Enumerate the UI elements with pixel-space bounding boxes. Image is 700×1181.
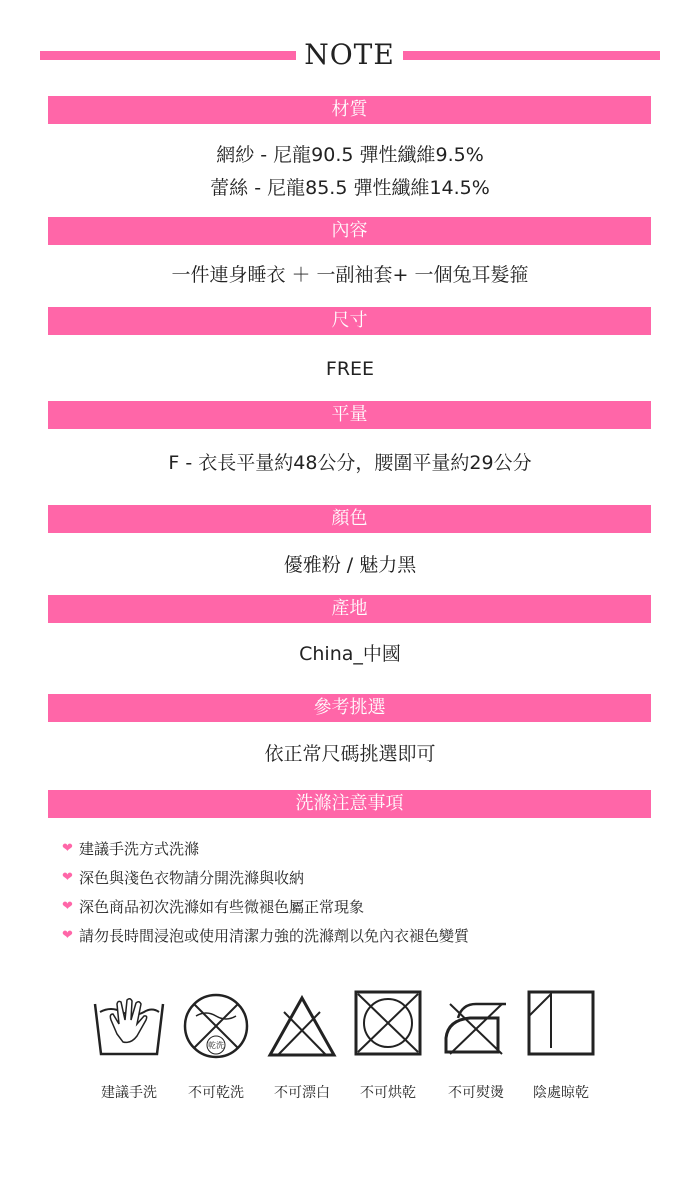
care-symbols bbox=[0, 990, 700, 1110]
care-label-shade-dry: 陰處晾乾 bbox=[533, 1085, 589, 1101]
no-tumble-dry-icon bbox=[348, 990, 428, 1060]
section-bar-material: 材質 bbox=[48, 96, 651, 124]
care-label-no-iron: 不可熨燙 bbox=[448, 1085, 504, 1101]
no-iron-icon bbox=[436, 990, 516, 1060]
care-note-text: 深色與淺色衣物請分開洗滌與收納 bbox=[79, 868, 305, 887]
care-label-no-dry-clean: 不可乾洗 bbox=[188, 1085, 244, 1101]
header-divider-right bbox=[403, 51, 660, 60]
section-bar-contents: 內容 bbox=[48, 217, 651, 245]
header-divider-left bbox=[40, 51, 296, 60]
section-bar-size-guide: 參考挑選 bbox=[48, 694, 651, 722]
heart-icon: ❤ bbox=[62, 927, 73, 943]
list-item bbox=[62, 863, 662, 892]
shade-dry-icon bbox=[521, 990, 601, 1060]
section-bar-care: 洗滌注意事項 bbox=[48, 790, 651, 818]
care-label-no-tumble-dry: 不可烘乾 bbox=[360, 1085, 416, 1101]
contents-line: 一件連身睡衣 ＋ 一副袖套+ 一個兔耳髮箍 bbox=[171, 264, 529, 286]
care-symbol-shade-dry bbox=[521, 990, 601, 1101]
care-symbol-no-tumble-dry bbox=[348, 990, 428, 1101]
list-item bbox=[62, 834, 662, 863]
note-title: NOTE bbox=[304, 38, 395, 71]
heart-icon: ❤ bbox=[62, 869, 73, 885]
care-notes-list bbox=[62, 834, 662, 950]
care-note-text: 建議手洗方式洗滌 bbox=[79, 839, 200, 858]
list-item bbox=[62, 892, 662, 921]
heart-icon: ❤ bbox=[62, 898, 73, 914]
care-label-no-bleach: 不可漂白 bbox=[274, 1085, 330, 1101]
size-line: FREE bbox=[325, 358, 375, 380]
dry-clean-inner-text: 乾洗 bbox=[208, 1041, 224, 1050]
list-item bbox=[62, 921, 662, 950]
material-line-mesh: 網紗 - 尼龍90.5 彈性纖維9.5% bbox=[216, 144, 484, 166]
section-bar-origin: 產地 bbox=[48, 595, 651, 623]
care-symbol-no-bleach bbox=[262, 990, 342, 1101]
care-symbol-hand-wash bbox=[89, 990, 169, 1101]
section-bar-size: 尺寸 bbox=[48, 307, 651, 335]
measurement-line: F - 衣長平量約48公分，腰圍平量約29公分 bbox=[168, 452, 532, 474]
care-symbol-no-iron bbox=[436, 990, 516, 1101]
material-line-lace: 蕾絲 - 尼龍85.5 彈性纖維14.5% bbox=[210, 177, 490, 199]
no-dry-clean-icon bbox=[176, 990, 256, 1060]
color-line: 優雅粉 / 魅力黑 bbox=[283, 554, 417, 576]
size-guide-line: 依正常尺碼挑選即可 bbox=[264, 743, 436, 765]
heart-icon: ❤ bbox=[62, 840, 73, 856]
care-note-text: 請勿長時間浸泡或使用清潔力強的洗滌劑以免內衣褪色變質 bbox=[79, 926, 470, 945]
origin-line: China_中國 bbox=[299, 643, 401, 665]
section-bar-color: 顏色 bbox=[48, 505, 651, 533]
hand-wash-icon bbox=[89, 990, 169, 1060]
care-symbol-no-dry-clean bbox=[176, 990, 256, 1101]
note-header bbox=[40, 40, 660, 70]
section-bar-measurement: 平量 bbox=[48, 401, 651, 429]
care-note-text: 深色商品初次洗滌如有些微褪色屬正常現象 bbox=[79, 897, 365, 916]
care-label-hand-wash: 建議手洗 bbox=[101, 1085, 157, 1101]
no-bleach-icon bbox=[262, 990, 342, 1060]
